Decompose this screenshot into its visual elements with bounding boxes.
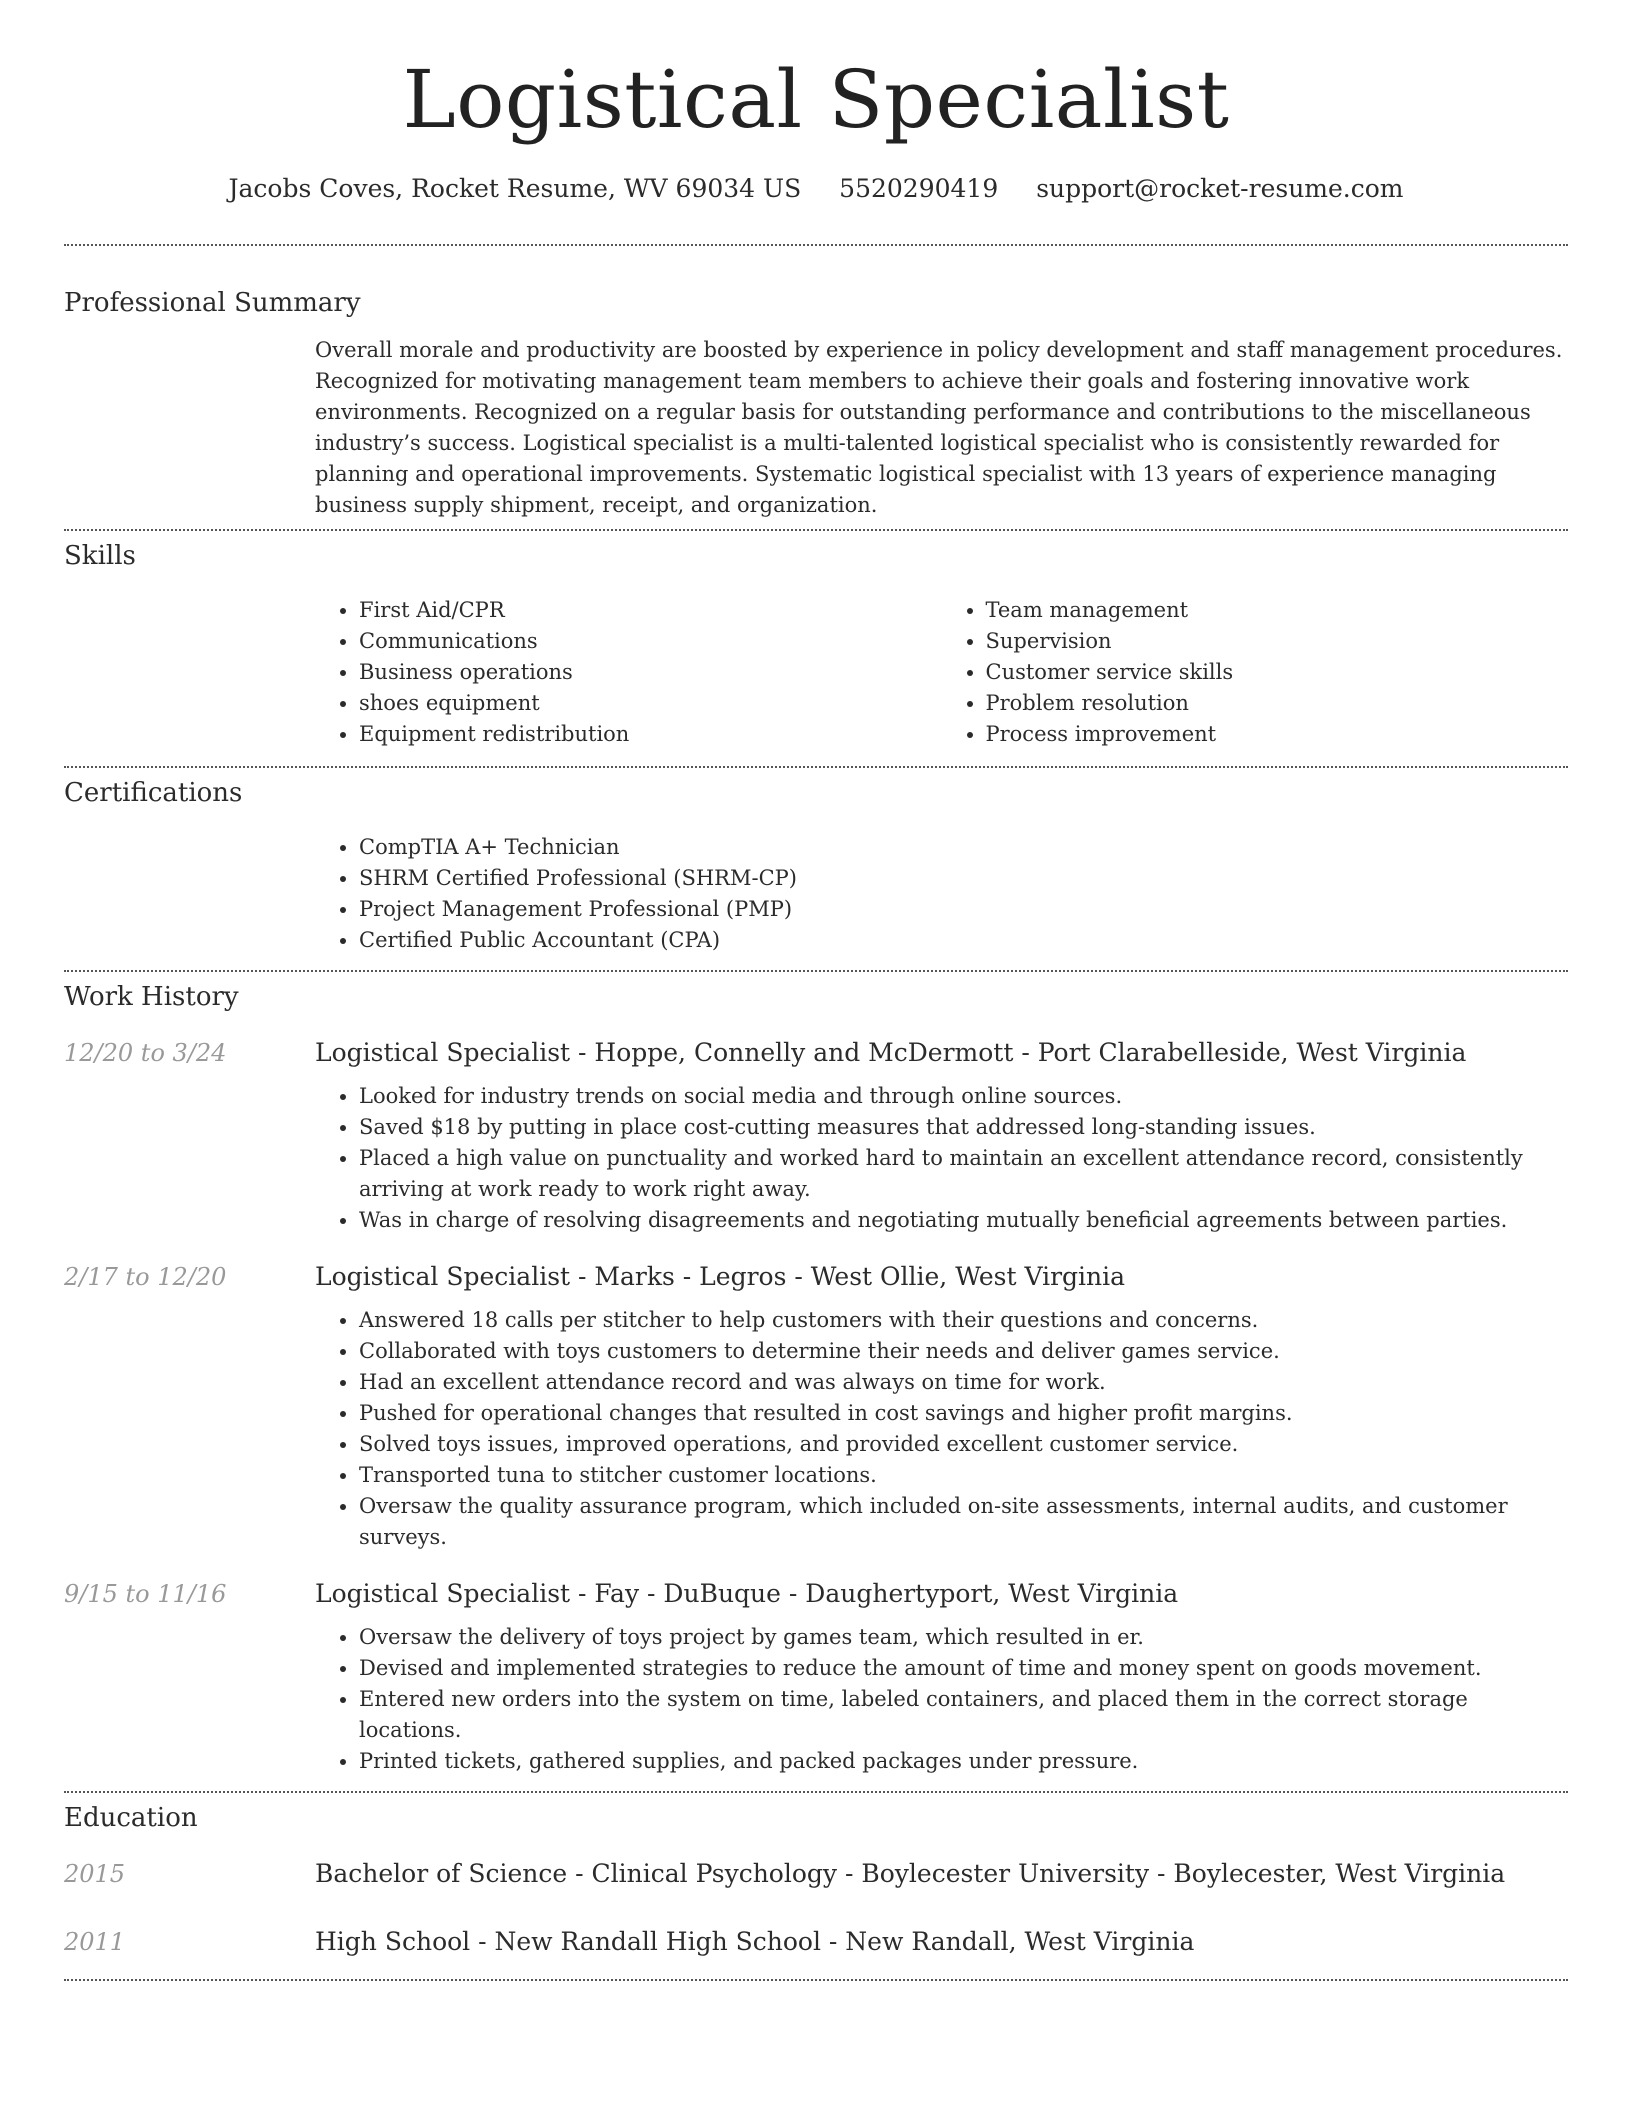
skill-item: • Team management — [986, 595, 1569, 626]
job-heading: Logistical Specialist - Fay - DuBuque - Daughertyport, West Virginia — [315, 1579, 1179, 1608]
divider — [64, 1979, 1568, 1981]
job-entry — [64, 1038, 1568, 1236]
skill-item: • Problem resolution — [986, 688, 1569, 719]
summary-text: Overall morale and productivity are boosted by experience in policy development and staff management procedures. Recognized for motivating management team members to achieve their goals and fostering innovative work environments. Recognized on a regular basis for outstanding performance and contributions to the miscellaneous industry’s success. Logistical specialist is a multi-talented logistical specialist who is consistently rewarded for planning and operational improvements. Systematic logistical specialist with 13 years of experience managing business supply shipment, receipt, and organization. — [315, 338, 1563, 517]
candidate-name: Logistical Specialist — [402, 53, 1230, 146]
job-date: 12/20 to 3/24 — [64, 1039, 227, 1067]
job-date: 2/17 to 12/20 — [64, 1263, 227, 1291]
job-bullet: • Placed a high value on punctuality and worked hard to maintain an excellent attendance record, consistently arriving at work ready to work right away. — [359, 1143, 1568, 1205]
job-bullet: • Devised and implemented strategies to reduce the amount of time and money spent on goods movement. — [359, 1653, 1568, 1684]
contact-address: Jacobs Coves, Rocket Resume, WV 69034 US — [228, 174, 802, 203]
skill-item: • Communications — [359, 626, 942, 657]
job-bullets — [315, 1622, 1568, 1777]
job-bullet: • Entered new orders into the system on time, labeled containers, and placed them in the correct storage locations. — [359, 1684, 1568, 1746]
divider — [64, 970, 1568, 972]
skill-item: • First Aid/CPR — [359, 595, 942, 626]
education-heading: Bachelor of Science - Clinical Psychology - Boylecester University - Boylecester, West Virginia — [315, 1859, 1506, 1888]
job-bullet: • Had an excellent attendance record and was always on time for work. — [359, 1367, 1568, 1398]
job-bullets — [315, 1081, 1568, 1236]
skill-item: • shoes equipment — [359, 688, 942, 719]
education-entry — [64, 1859, 1568, 1927]
certification-item: • Project Management Professional (PMP) — [359, 894, 1568, 925]
skill-item: • Process improvement — [986, 719, 1569, 750]
job-bullet: • Collaborated with toys customers to determine their needs and deliver games service. — [359, 1336, 1568, 1367]
job-bullet: • Oversaw the quality assurance program, which included on-site assessments, internal audits, and customer surveys. — [359, 1491, 1568, 1553]
job-bullet: • Pushed for operational changes that resulted in cost savings and higher profit margins. — [359, 1398, 1568, 1429]
education-entry — [64, 1927, 1568, 1967]
job-bullet: • Oversaw the delivery of toys project by games team, which resulted in er. — [359, 1622, 1568, 1653]
divider — [64, 766, 1568, 768]
divider — [64, 244, 1568, 246]
divider — [64, 1791, 1568, 1793]
certification-item: • SHRM Certified Professional (SHRM-CP) — [359, 863, 1568, 894]
divider — [64, 529, 1568, 531]
skills-column-right — [942, 595, 1569, 750]
job-bullet: • Answered 18 calls per stitcher to help customers with their questions and concerns. — [359, 1305, 1568, 1336]
job-heading: Logistical Specialist - Hoppe, Connelly and McDermott - Port Clarabelleside, West Virginia — [315, 1038, 1467, 1067]
section-title-summary: Professional Summary — [64, 288, 361, 318]
contact-email: support@rocket-resume.com — [1036, 174, 1404, 203]
education-list — [64, 1859, 1568, 1967]
certifications-list — [315, 832, 1568, 956]
education-date: 2011 — [64, 1928, 126, 1956]
skill-item: • Business operations — [359, 657, 942, 688]
job-heading: Logistical Specialist - Marks - Legros - West Ollie, West Virginia — [315, 1262, 1126, 1291]
job-bullet: • Saved $18 by putting in place cost-cutting measures that addressed long-standing issues. — [359, 1112, 1568, 1143]
job-date: 9/15 to 11/16 — [64, 1580, 227, 1608]
job-bullet: • Looked for industry trends on social media and through online sources. — [359, 1081, 1568, 1112]
job-bullet: • Solved toys issues, improved operations, and provided excellent customer service. — [359, 1429, 1568, 1460]
job-bullets — [315, 1305, 1568, 1553]
resume-page — [64, 0, 1568, 1981]
skill-item: • Customer service skills — [986, 657, 1569, 688]
contact-line — [64, 174, 1568, 208]
job-bullet: • Transported tuna to stitcher customer locations. — [359, 1460, 1568, 1491]
skills-column-left — [315, 595, 942, 750]
section-title-certifications: Certifications — [64, 778, 243, 808]
contact-phone: 5520290419 — [839, 174, 999, 203]
section-title-education: Education — [64, 1803, 198, 1833]
section-title-skills: Skills — [64, 541, 136, 571]
education-heading: High School - New Randall High School - New Randall, West Virginia — [315, 1927, 1195, 1956]
job-entry — [64, 1262, 1568, 1553]
certification-item: • Certified Public Accountant (CPA) — [359, 925, 1568, 956]
section-title-work-history: Work History — [64, 982, 239, 1012]
job-bullet: • Printed tickets, gathered supplies, and packed packages under pressure. — [359, 1746, 1568, 1777]
skills-list — [315, 595, 1568, 750]
education-date: 2015 — [64, 1860, 126, 1888]
skill-item: • Supervision — [986, 626, 1569, 657]
job-entry — [64, 1579, 1568, 1777]
skill-item: • Equipment redistribution — [359, 719, 942, 750]
job-bullet: • Was in charge of resolving disagreements and negotiating mutually beneficial agreements between parties. — [359, 1205, 1568, 1236]
certification-item: • CompTIA A+ Technician — [359, 832, 1568, 863]
